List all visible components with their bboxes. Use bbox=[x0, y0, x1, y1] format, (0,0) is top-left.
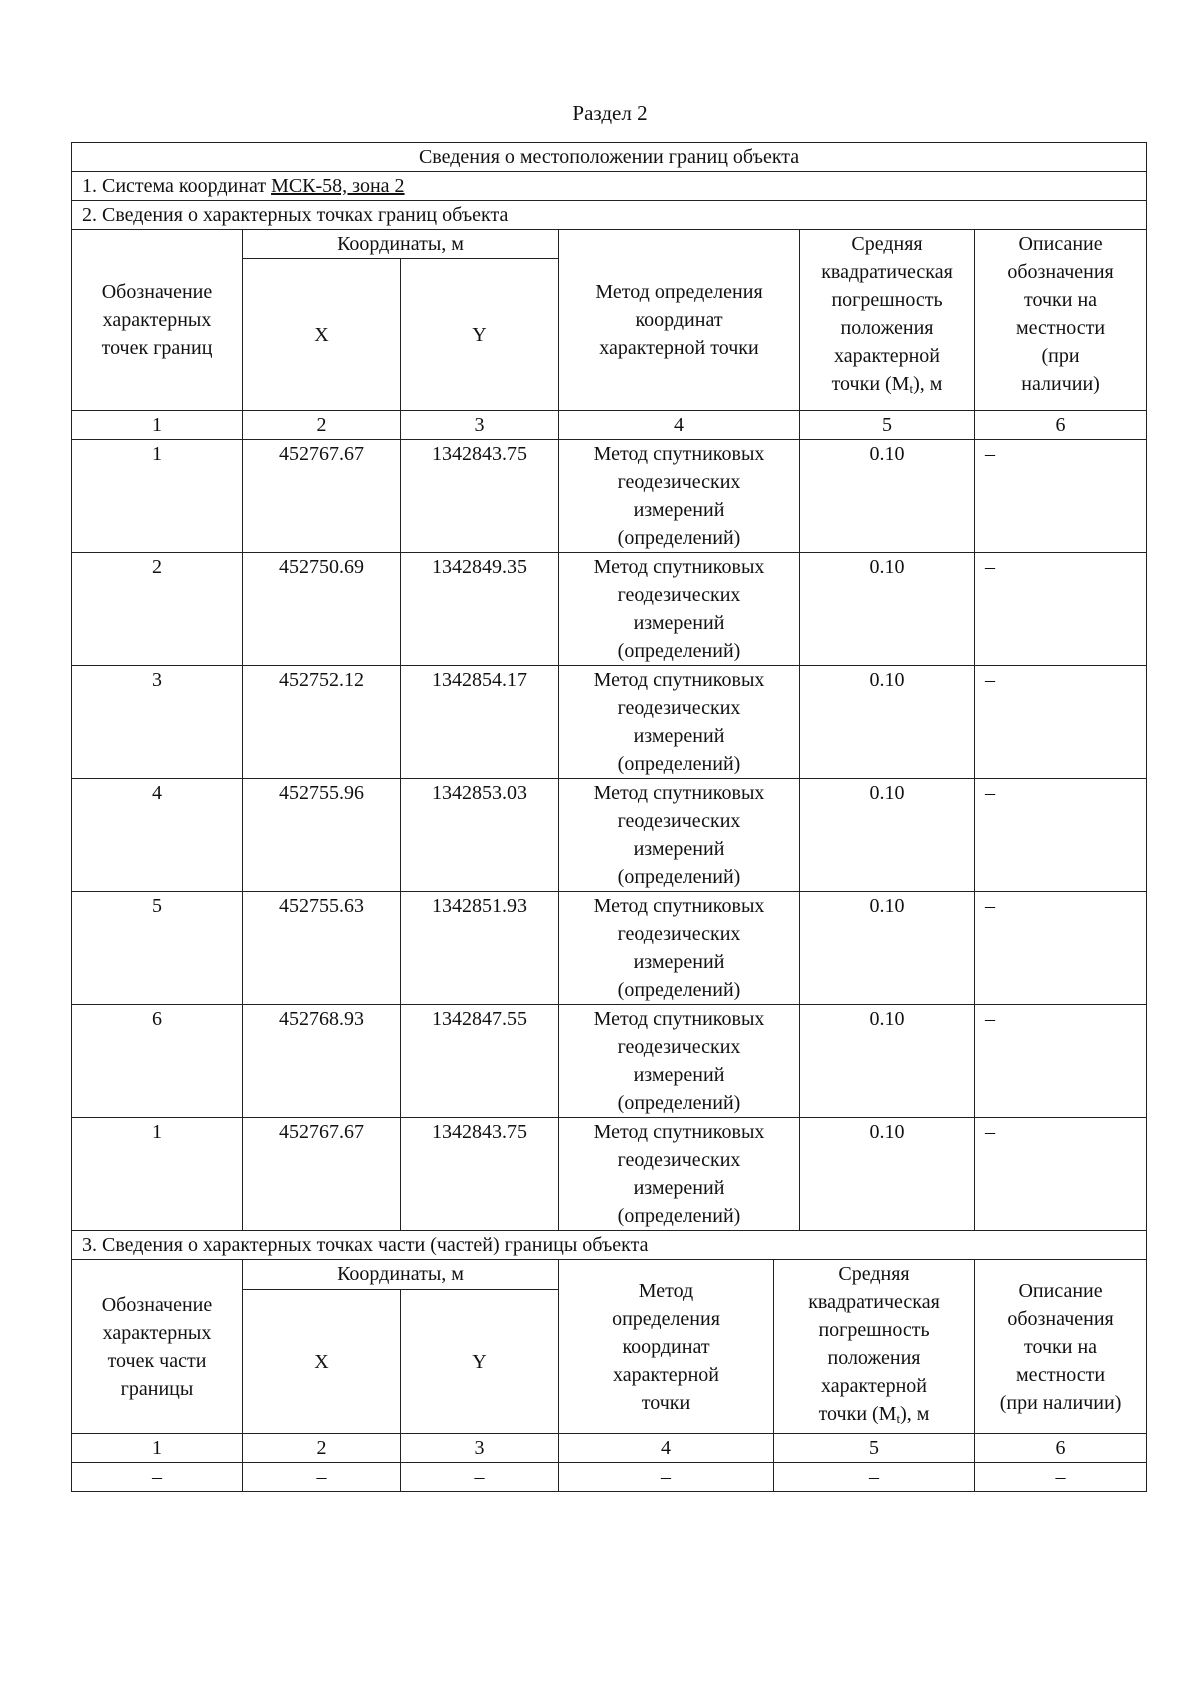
point-id: 1 bbox=[72, 440, 243, 553]
y-header: Y bbox=[401, 259, 559, 411]
description-header-line: местности bbox=[1015, 1363, 1106, 1386]
column-number: 3 bbox=[401, 411, 559, 440]
part-point-cell: – bbox=[401, 1463, 559, 1492]
error-header-line: характерной bbox=[834, 345, 940, 367]
table-row bbox=[72, 666, 1147, 779]
point-method-line: измерений bbox=[633, 838, 725, 860]
error-header-text: точки (M bbox=[831, 373, 910, 395]
point-y: 1342847.55 bbox=[401, 1005, 559, 1118]
point-method-line: измерений bbox=[633, 725, 725, 747]
method-header-line: координат bbox=[635, 309, 723, 331]
description-header-line: точки на bbox=[1024, 289, 1098, 311]
description-header-line: местности bbox=[1015, 317, 1106, 339]
header2-row-top bbox=[72, 230, 1147, 259]
table-title: Сведения о местоположении границ объекта bbox=[72, 143, 1147, 172]
point-method bbox=[559, 666, 800, 779]
column-number: 3 bbox=[401, 1434, 559, 1463]
method-header bbox=[559, 230, 800, 411]
table-row bbox=[72, 1463, 1147, 1492]
point-method-line: Метод спутниковых bbox=[593, 556, 765, 578]
point-method-line: геодезических bbox=[617, 923, 741, 945]
y-header: Y bbox=[401, 1290, 559, 1434]
column-number: 6 bbox=[975, 1434, 1147, 1463]
x-header: X bbox=[243, 1290, 401, 1434]
point-y: 1342853.03 bbox=[401, 779, 559, 892]
method-header-line: характерной точки bbox=[599, 337, 759, 359]
point-method bbox=[559, 1005, 800, 1118]
error-header-line: погрешность bbox=[818, 1319, 930, 1341]
error-header-text: ), м bbox=[900, 1403, 930, 1425]
point-id: 1 bbox=[72, 1118, 243, 1231]
point-method bbox=[559, 892, 800, 1005]
point-id: 4 bbox=[72, 779, 243, 892]
error-header-line: положения bbox=[840, 317, 934, 339]
point-description: – bbox=[975, 1118, 1147, 1231]
point-error: 0.10 bbox=[800, 892, 975, 1005]
point-error: 0.10 bbox=[800, 440, 975, 553]
point-x: 452755.63 bbox=[243, 892, 401, 1005]
designation-header-line: характерных bbox=[102, 309, 212, 331]
point-y: 1342843.75 bbox=[401, 1118, 559, 1231]
point-x: 452767.67 bbox=[243, 440, 401, 553]
point-error: 0.10 bbox=[800, 553, 975, 666]
point-method-line: (определений) bbox=[617, 1092, 741, 1114]
header3-row-top bbox=[72, 1260, 1147, 1290]
coord-system-value: МСК-58, зона 2 bbox=[271, 175, 405, 197]
designation-header-line: точек границ bbox=[101, 337, 213, 359]
point-error: 0.10 bbox=[800, 779, 975, 892]
point-x: 452767.67 bbox=[243, 1118, 401, 1231]
table-row bbox=[72, 440, 1147, 553]
part-point-cell: – bbox=[243, 1463, 401, 1492]
description-header-line: обозначения bbox=[1007, 261, 1114, 283]
point-method-line: (определений) bbox=[617, 527, 741, 549]
designation-header-line: характерных bbox=[102, 1321, 212, 1344]
description-header-line: обозначения bbox=[1007, 1307, 1114, 1330]
point-method-line: геодезических bbox=[617, 584, 741, 606]
point-id: 5 bbox=[72, 892, 243, 1005]
point-y: 1342849.35 bbox=[401, 553, 559, 666]
coord-system-label: 1. Система координат bbox=[82, 175, 272, 197]
point-error: 0.10 bbox=[800, 1118, 975, 1231]
point-method-line: (определений) bbox=[617, 640, 741, 662]
point-method-line: измерений bbox=[633, 1177, 725, 1199]
description-header bbox=[975, 1260, 1147, 1434]
point-description: – bbox=[975, 553, 1147, 666]
point-method bbox=[559, 1118, 800, 1231]
part-point-cell: – bbox=[72, 1463, 243, 1492]
point-method-line: геодезических bbox=[617, 1036, 741, 1058]
column-number: 6 bbox=[975, 411, 1147, 440]
point-method-line: геодезических bbox=[617, 471, 741, 493]
point-error: 0.10 bbox=[800, 1005, 975, 1118]
table-row bbox=[72, 553, 1147, 666]
error-subscript: t bbox=[909, 381, 914, 396]
point-method-line: Метод спутниковых bbox=[593, 443, 765, 465]
point-method-line: Метод спутниковых bbox=[593, 1121, 765, 1143]
error-header-line: квадратическая bbox=[808, 1291, 940, 1313]
part-point-cell: – bbox=[774, 1463, 975, 1492]
column-numbers-row bbox=[72, 411, 1147, 440]
method-header bbox=[559, 1260, 774, 1434]
method-header-line: определения bbox=[612, 1307, 720, 1330]
point-method-line: измерений bbox=[633, 951, 725, 973]
point-description: – bbox=[975, 892, 1147, 1005]
designation-header bbox=[72, 230, 243, 411]
point-id: 3 bbox=[72, 666, 243, 779]
table-title-row bbox=[72, 143, 1147, 172]
designation-header-line: Обозначение bbox=[101, 1293, 213, 1316]
column-numbers-row bbox=[72, 1434, 1147, 1463]
section-title: Раздел 2 bbox=[572, 101, 648, 125]
column-number: 2 bbox=[243, 1434, 401, 1463]
designation-header-line: границы bbox=[120, 1377, 194, 1400]
point-description: – bbox=[975, 666, 1147, 779]
method-header-line: точки bbox=[641, 1391, 691, 1414]
error-subscript: t bbox=[896, 1411, 901, 1426]
point-method-line: (определений) bbox=[617, 753, 741, 775]
point-x: 452755.96 bbox=[243, 779, 401, 892]
description-header-line: наличии) bbox=[1021, 373, 1100, 395]
method-header-line: Метод bbox=[638, 1279, 694, 1302]
point-method-line: измерений bbox=[633, 612, 725, 634]
point-description: – bbox=[975, 779, 1147, 892]
description-header-line: (при bbox=[1041, 345, 1080, 367]
column-number: 4 bbox=[559, 411, 800, 440]
error-header-text: точки (M bbox=[818, 1403, 897, 1425]
method-header-line: характерной bbox=[613, 1363, 719, 1386]
error-header-line: Средняя bbox=[838, 1263, 910, 1285]
point-method-line: Метод спутниковых bbox=[593, 895, 765, 917]
error-header-line: квадратическая bbox=[821, 261, 953, 283]
point-y: 1342854.17 bbox=[401, 666, 559, 779]
point-method-line: (определений) bbox=[617, 866, 741, 888]
part-point-cell: – bbox=[975, 1463, 1147, 1492]
error-header-line: положения bbox=[827, 1347, 921, 1369]
point-method bbox=[559, 779, 800, 892]
designation-header-line: точек части bbox=[107, 1349, 207, 1372]
method-header-line: Метод определения bbox=[595, 281, 763, 303]
part-point-cell: – bbox=[559, 1463, 774, 1492]
point-method-line: геодезических bbox=[617, 810, 741, 832]
point-method-line: (определений) bbox=[617, 979, 741, 1001]
point-method-line: Метод спутниковых bbox=[593, 1008, 765, 1030]
table-row bbox=[72, 1005, 1147, 1118]
table-row bbox=[72, 892, 1147, 1005]
x-header: X bbox=[243, 259, 401, 411]
point-method bbox=[559, 553, 800, 666]
error-header-line: характерной bbox=[821, 1375, 927, 1397]
point-method-line: измерений bbox=[633, 499, 725, 521]
point-error: 0.10 bbox=[800, 666, 975, 779]
coord-system bbox=[72, 172, 1147, 201]
point-id: 6 bbox=[72, 1005, 243, 1118]
error-header-text: ), м bbox=[913, 373, 943, 395]
description-header-line: Описание bbox=[1018, 1279, 1103, 1302]
point-method-line: геодезических bbox=[617, 697, 741, 719]
description-header-line: (при наличии) bbox=[999, 1391, 1122, 1414]
boundary-table bbox=[71, 142, 1147, 1492]
description-header-line: точки на bbox=[1024, 1335, 1098, 1358]
point-method-line: измерений bbox=[633, 1064, 725, 1086]
column-number: 5 bbox=[774, 1434, 975, 1463]
point-id: 2 bbox=[72, 553, 243, 666]
description-header bbox=[975, 230, 1147, 411]
designation-header bbox=[72, 1260, 243, 1434]
point-method bbox=[559, 440, 800, 553]
point-method-line: Метод спутниковых bbox=[593, 669, 765, 691]
point-y: 1342851.93 bbox=[401, 892, 559, 1005]
coordinates-header: Координаты, м bbox=[243, 230, 559, 259]
point-x: 452752.12 bbox=[243, 666, 401, 779]
section3-title-row bbox=[72, 1231, 1147, 1260]
section2-title-row bbox=[72, 201, 1147, 230]
description-header-line: Описание bbox=[1018, 233, 1103, 255]
column-number: 4 bbox=[559, 1434, 774, 1463]
point-method-line: Метод спутниковых bbox=[593, 782, 765, 804]
column-number: 2 bbox=[243, 411, 401, 440]
method-header-line: координат bbox=[622, 1335, 710, 1358]
error-header bbox=[774, 1260, 975, 1434]
point-x: 452768.93 bbox=[243, 1005, 401, 1118]
point-method-line: геодезических bbox=[617, 1149, 741, 1171]
column-number: 1 bbox=[72, 1434, 243, 1463]
column-number: 1 bbox=[72, 411, 243, 440]
point-description: – bbox=[975, 1005, 1147, 1118]
error-header-line: погрешность bbox=[831, 289, 943, 311]
table-row bbox=[72, 779, 1147, 892]
section3-title: 3. Сведения о характерных точках части (частей) границы объекта bbox=[72, 1231, 1147, 1260]
error-header bbox=[800, 230, 975, 411]
column-number: 5 bbox=[800, 411, 975, 440]
coord-system-row bbox=[72, 172, 1147, 201]
table-row bbox=[72, 1118, 1147, 1231]
coordinates-header: Координаты, м bbox=[243, 1260, 559, 1290]
point-description: – bbox=[975, 440, 1147, 553]
section2-title: 2. Сведения о характерных точках границ объекта bbox=[72, 201, 1147, 230]
error-header-line: Средняя bbox=[851, 233, 923, 255]
point-method-line: (определений) bbox=[617, 1205, 741, 1227]
point-x: 452750.69 bbox=[243, 553, 401, 666]
error-header-line bbox=[806, 370, 968, 403]
error-header-line bbox=[780, 1400, 968, 1433]
designation-header-line: Обозначение bbox=[101, 281, 213, 303]
point-y: 1342843.75 bbox=[401, 440, 559, 553]
